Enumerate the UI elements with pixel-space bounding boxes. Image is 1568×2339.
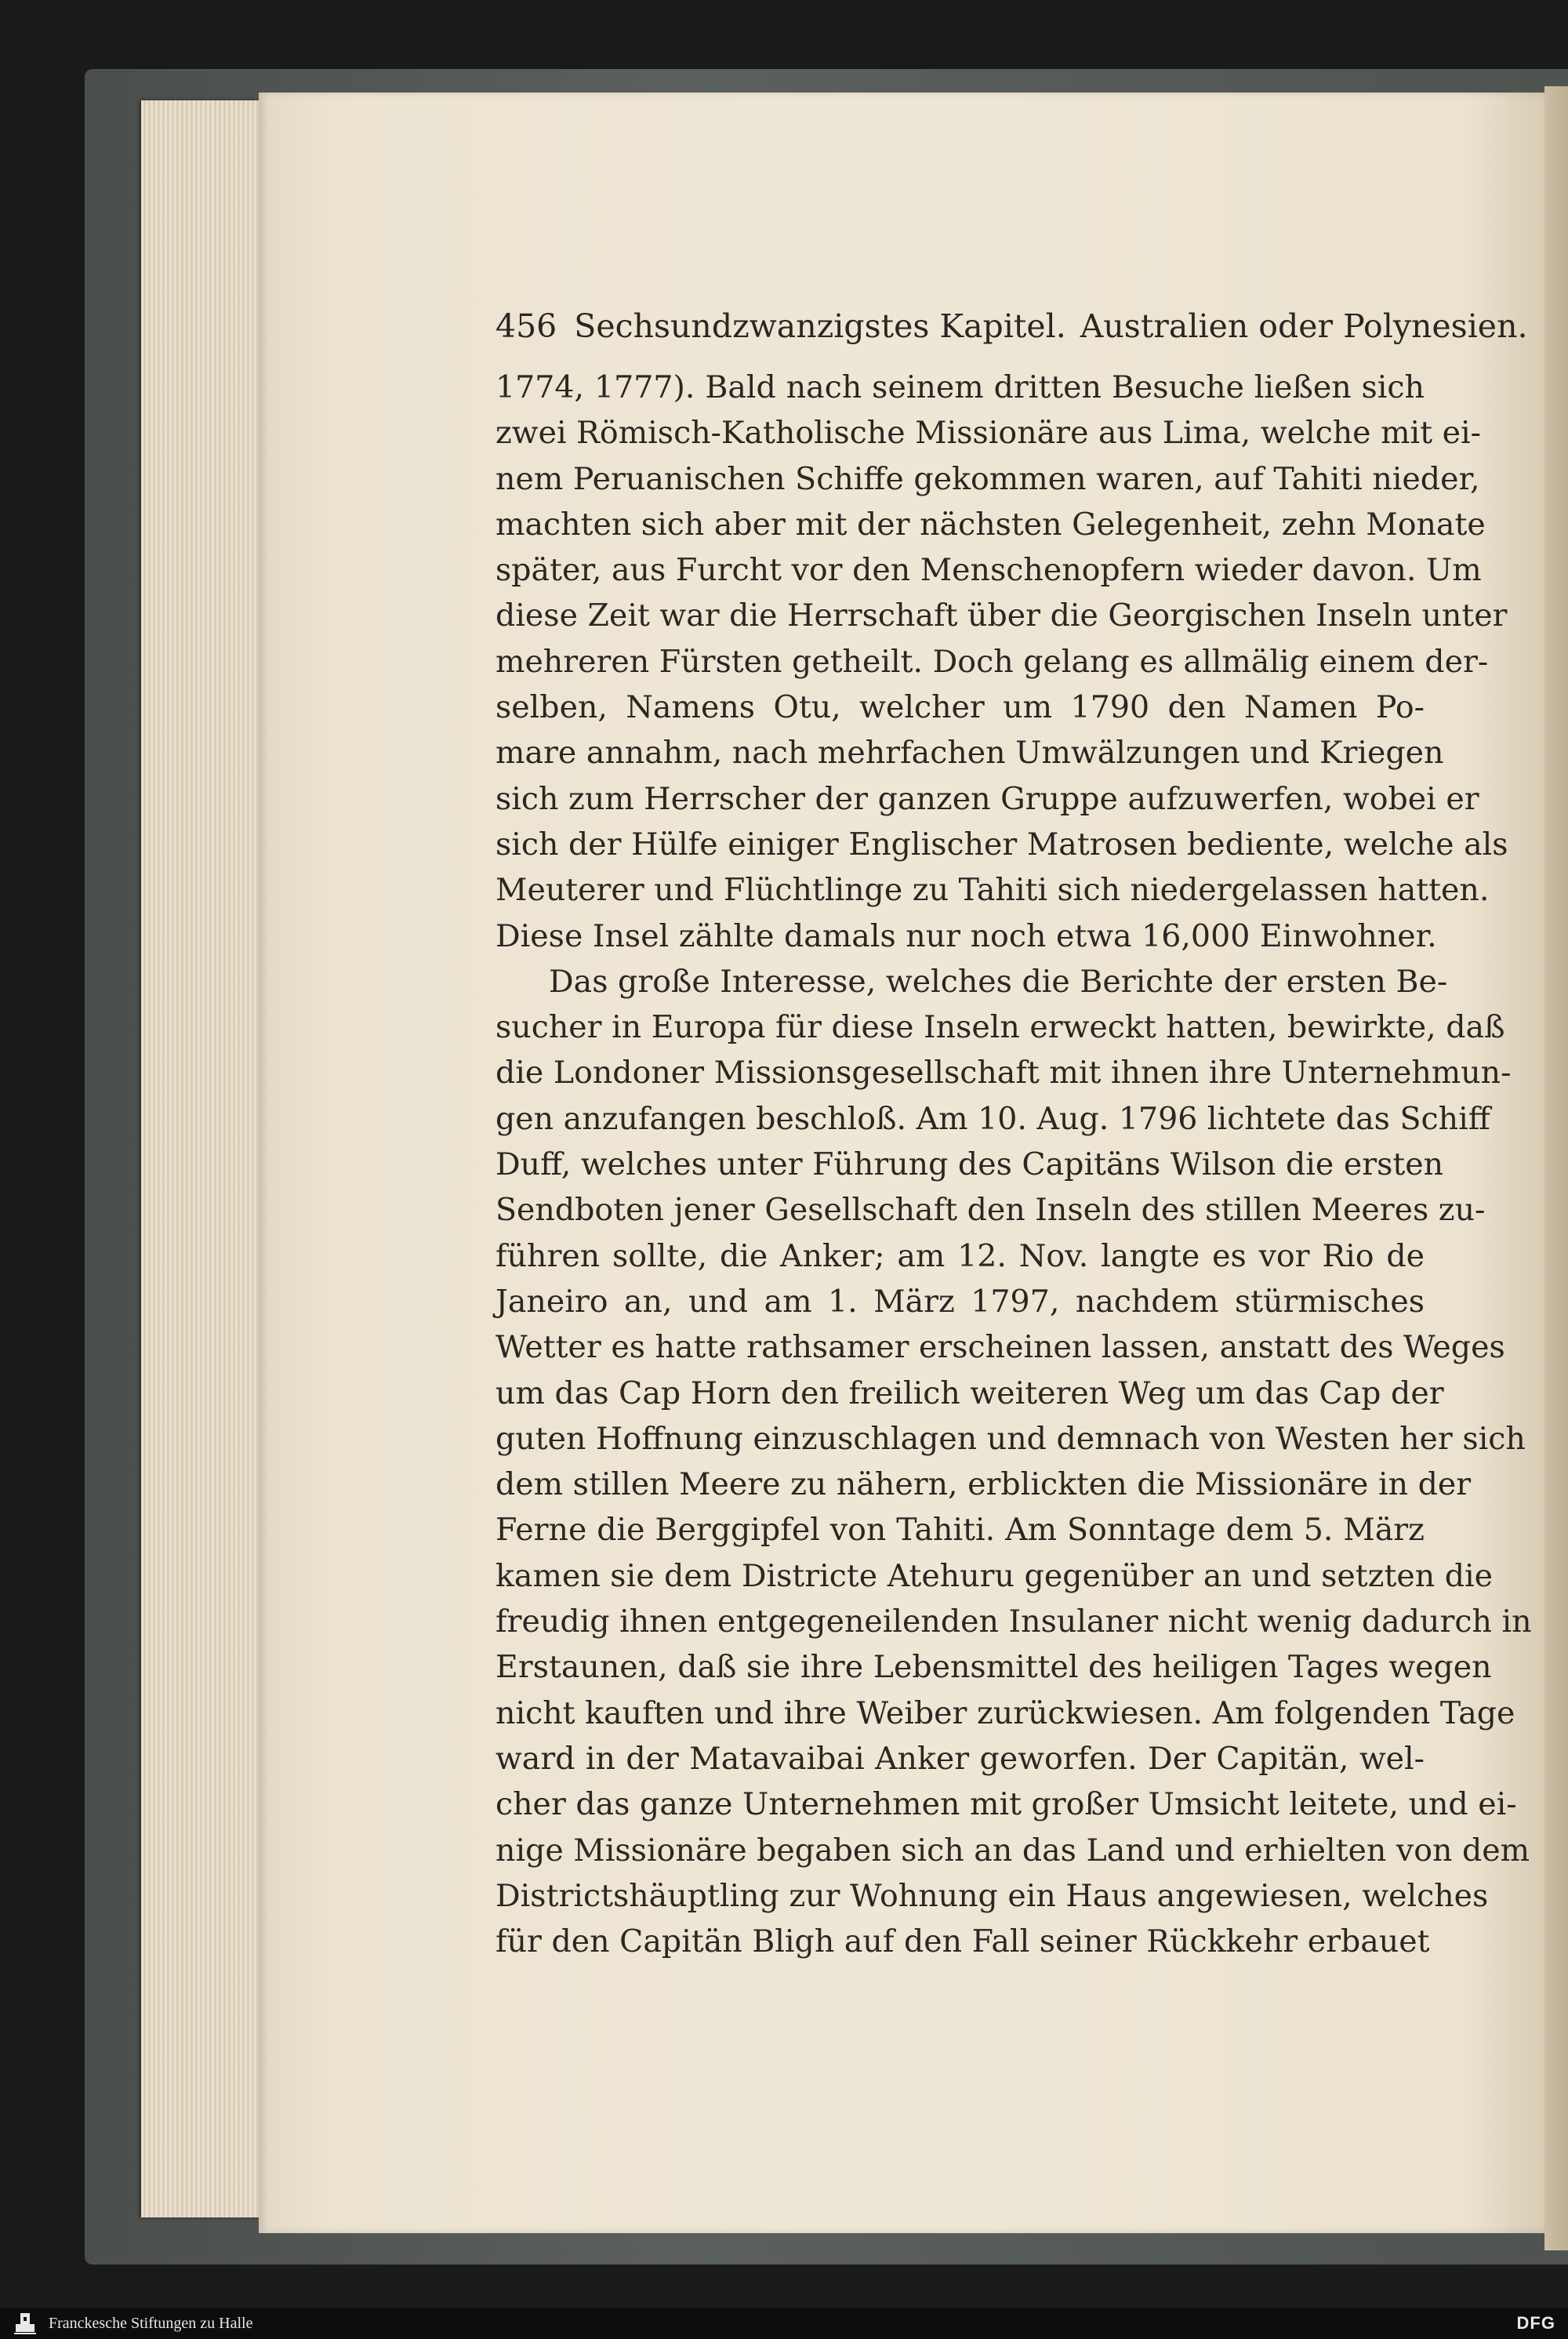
text-line: für den Capitän Bligh auf den Fall seiner Rückkehr erbauet [495, 1923, 1430, 1960]
text-line: nige Missionäre begaben sich an das Land und erhielten von dem [495, 1832, 1530, 1869]
institution-name: Franckesche Stiftungen zu Halle [49, 2315, 253, 2332]
text-line: Erstaunen, daß sie ihre Lebensmittel des heiligen Tages wegen [495, 1649, 1492, 1686]
text-line: dem stillen Meere zu nähern, erblickten die Missionäre in der [495, 1466, 1472, 1503]
text-line: mare annahm, nach mehrfachen Umwälzungen und Kriegen [495, 735, 1444, 772]
text-line: die Londoner Missionsgesellschaft mit ihnen ihre Unternehmun- [495, 1055, 1512, 1091]
footer-bar [0, 2308, 1568, 2339]
text-line: Meuterer und Flüchtlinge zu Tahiti sich niedergelassen hatten. [495, 872, 1490, 909]
text-line: selben, Namens Otu, welcher um 1790 den Namen Po- [495, 689, 1425, 726]
text-line: führen sollte, die Anker; am 12. Nov. langte es vor Rio de [495, 1237, 1425, 1274]
body-text [495, 365, 1532, 1964]
text-line: freudig ihnen entgegeneilenden Insulaner nicht wenig dadurch in [495, 1604, 1532, 1640]
page-number: 456 [495, 307, 557, 345]
text-line: zwei Römisch-Katholische Missionäre aus Lima, welche mit ei- [495, 415, 1481, 452]
text-line: mehreren Fürsten getheilt. Doch gelang es allmälig einem der- [495, 643, 1489, 680]
text-line: nicht kauften und ihre Weiber zurückwiesen. Am folgenden Tage [495, 1694, 1515, 1731]
text-line: später, aus Furcht vor den Menschenopfern wieder davon. Um [495, 552, 1482, 589]
text-line: Sendboten jener Gesellschaft den Inseln des stillen Meeres zu- [495, 1192, 1486, 1229]
text-line: machten sich aber mit der nächsten Gelegenheit, zehn Monate [495, 506, 1486, 543]
text-line: 1774, 1777). Bald nach seinem dritten Besuche ließen sich [495, 369, 1425, 405]
text-line: um das Cap Horn den freilich weiteren Weg um das Cap der [495, 1375, 1444, 1411]
facing-page-edge [1544, 86, 1568, 2250]
chapter-title: Sechsundzwanzigstes Kapitel. [574, 307, 1066, 345]
text-line: guten Hoffnung einzuschlagen und demnach von Westen her sich [495, 1420, 1526, 1457]
text-line: cher das ganze Unternehmen mit großer Umsicht leitete, und ei- [495, 1786, 1517, 1823]
institution-logo-icon [11, 2311, 39, 2336]
text-line: Ferne die Berggipfel von Tahiti. Am Sonntage dem 5. März [495, 1512, 1425, 1549]
text-line: Districtshäuptling zur Wohnung ein Haus angewiesen, welches [495, 1877, 1489, 1914]
text-line: Janeiro an, und am 1. März 1797, nachdem stürmisches [495, 1283, 1425, 1320]
section-title: Australien oder Polynesien. [1080, 307, 1528, 345]
text-line: diese Zeit war die Herrschaft über die Georgischen Inseln unter [495, 597, 1508, 634]
text-line: sucher in Europa für diese Inseln erweckt hatten, bewirkte, daß [495, 1009, 1505, 1046]
text-line: gen anzufangen beschloß. Am 10. Aug. 1796 lichtete das Schiff [495, 1100, 1490, 1137]
text-line: sich der Hülfe einiger Englischer Matrosen bediente, welche als [495, 826, 1508, 863]
page-edges [141, 100, 267, 2217]
running-header [495, 307, 1528, 351]
dfg-badge: DFG [1516, 2313, 1555, 2333]
text-line: sich zum Herrscher der ganzen Gruppe aufzuwerfen, wobei er [495, 780, 1479, 817]
text-line: Diese Insel zählte damals nur noch etwa 16,000 Einwohner. [495, 917, 1437, 954]
text-line: Wetter es hatte rathsamer erscheinen lassen, anstatt des Weges [495, 1329, 1505, 1366]
text-line: ward in der Matavaibai Anker geworfen. Der Capitän, wel- [495, 1740, 1425, 1777]
text-line: nem Peruanischen Schiffe gekommen waren, auf Tahiti nieder, [495, 460, 1480, 497]
text-line: kamen sie dem Districte Atehuru gegenüber an und setzten die [495, 1557, 1493, 1594]
text-line: Duff, welches unter Führung des Capitäns Wilson die ersten [495, 1146, 1444, 1183]
text-line: Das große Interesse, welches die Berichte der ersten Be- [549, 963, 1448, 1000]
